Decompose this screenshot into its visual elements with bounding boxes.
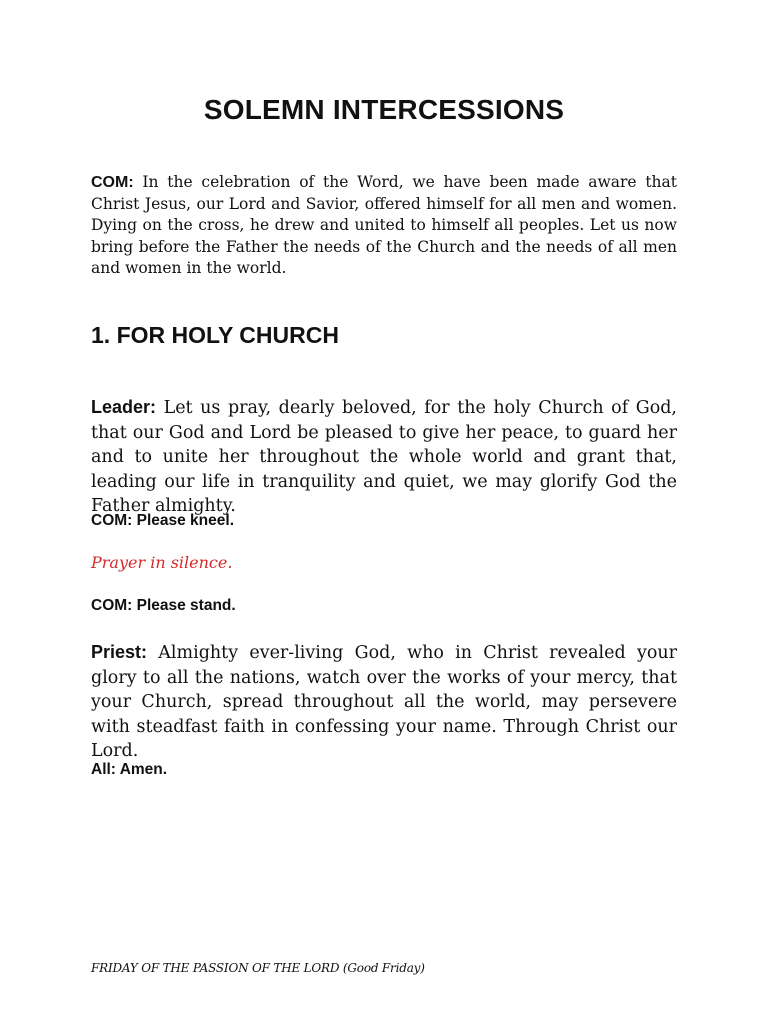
footer-sub: (Good Friday): [342, 961, 425, 975]
leader-label: Leader:: [91, 397, 157, 417]
leader-text: Let us pray, dearly beloved, for the holy Church of God, that our God and Lord be pleased to give her peace, to guard her and to unite her throughout the whole world and grant that, leading our life in tranquility and quiet, we may glorify God the Father almighty.: [91, 398, 677, 516]
page-footer: [91, 961, 425, 975]
intro-paragraph: [91, 172, 677, 280]
page-title: SOLEMN INTERCESSIONS: [203, 94, 565, 125]
amen-response: All: Amen.: [91, 761, 168, 778]
section-heading: 1. FOR HOLY CHURCH: [91, 322, 339, 348]
intro-label: COM:: [91, 174, 134, 191]
kneel-instruction: COM: Please kneel.: [91, 512, 235, 529]
rubric-prayer-in-silence: Prayer in silence.: [91, 553, 233, 572]
stand-instruction: COM: Please stand.: [91, 597, 236, 614]
leader-paragraph: [91, 395, 677, 519]
priest-text: Almighty ever-living God, who in Christ revealed your glory to all the nations, watch over the works of your mercy, that your Church, spread throughout all the world, may persevere with steadfast faith in confessing your name. Through Christ our Lord.: [91, 643, 677, 761]
priest-label: Priest:: [91, 642, 148, 662]
priest-paragraph: [91, 640, 677, 764]
footer-main: FRIDAY OF THE PASSION OF THE LORD: [91, 961, 343, 975]
intro-text: In the celebration of the Word, we have been made aware that Christ Jesus, our Lord and Savior, offered himself for all men and women. Dying on the cross, he drew and united to himself all peoples. Let us now bring before the Father the needs of the Church and the needs of all men and women in the world.: [91, 173, 677, 277]
